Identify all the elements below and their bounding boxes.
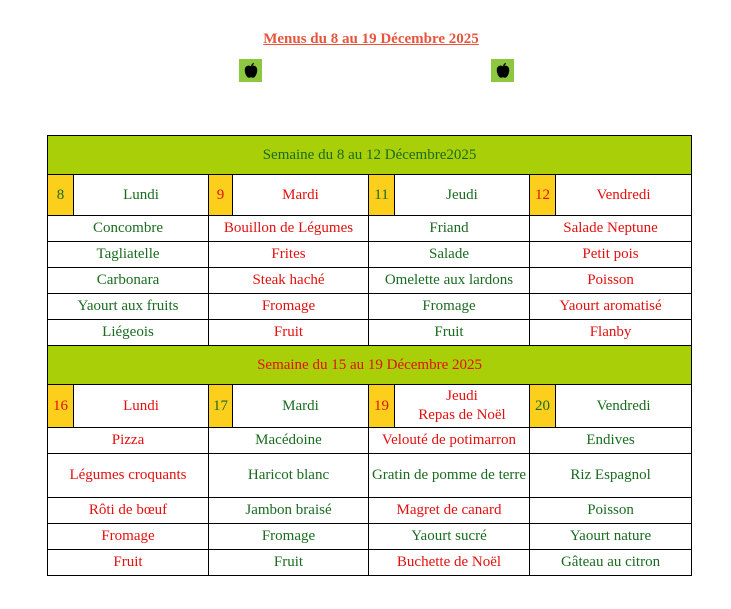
menu-item: Riz Espagnol	[530, 454, 692, 498]
menu-item: Haricot blanc	[209, 454, 369, 498]
week-header	[48, 136, 692, 175]
menu-item: Omelette aux lardons	[369, 268, 530, 294]
menu-item: Endives	[530, 428, 692, 454]
menu-item: Fruit	[369, 320, 530, 346]
day-name: Jeudi	[395, 175, 530, 216]
menu-item: Salade	[369, 242, 530, 268]
menu-row	[48, 524, 692, 550]
week-label: Semaine du 8 au 12 Décembre2025	[48, 136, 692, 175]
day-number: 9	[209, 175, 233, 216]
menu-row	[48, 242, 692, 268]
menu-row	[48, 216, 692, 242]
day-number: 12	[530, 175, 556, 216]
day-number: 17	[209, 385, 233, 428]
menu-item: Steak haché	[209, 268, 369, 294]
menu-table	[47, 135, 692, 576]
menu-item: Poisson	[530, 268, 692, 294]
menu-item: Macédoine	[209, 428, 369, 454]
day-name-cell	[395, 385, 530, 428]
day-name: Mardi	[233, 175, 369, 216]
day-name: Jeudi	[446, 388, 478, 404]
menu-item: Friand	[369, 216, 530, 242]
menu-item: Yaourt aux fruits	[48, 294, 209, 320]
page-title: Menus du 8 au 19 Décembre 2025	[263, 31, 479, 47]
menu-item: Yaourt sucré	[369, 524, 530, 550]
apple-icon	[239, 59, 262, 82]
day-subtitle: Repas de Noël	[418, 407, 506, 423]
menu-item: Yaourt nature	[530, 524, 692, 550]
day-number: 11	[369, 175, 395, 216]
menu-item: Fromage	[209, 524, 369, 550]
day-name: Vendredi	[556, 175, 692, 216]
menu-item: Fromage	[369, 294, 530, 320]
menu-item: Liégeois	[48, 320, 209, 346]
menu-item: Fromage	[209, 294, 369, 320]
menu-row	[48, 428, 692, 454]
menu-item: Fromage	[48, 524, 209, 550]
menu-item: Petit pois	[530, 242, 692, 268]
day-row	[48, 385, 692, 428]
menu-item: Légumes croquants	[48, 454, 209, 498]
menu-row	[48, 454, 692, 498]
menu-item: Flanby	[530, 320, 692, 346]
apple-icon	[491, 59, 514, 82]
menu-item: Pizza	[48, 428, 209, 454]
menu-item: Rôti de bœuf	[48, 498, 209, 524]
menu-row	[48, 550, 692, 576]
day-name: Vendredi	[556, 385, 692, 428]
menu-item: Buchette de Noël	[369, 550, 530, 576]
menu-row	[48, 320, 692, 346]
menu-row	[48, 294, 692, 320]
day-number: 20	[530, 385, 556, 428]
menu-item: Carbonara	[48, 268, 209, 294]
menu-item: Fruit	[48, 550, 209, 576]
menu-item: Frites	[209, 242, 369, 268]
day-number: 8	[48, 175, 74, 216]
day-name: Lundi	[74, 385, 209, 428]
day-row	[48, 175, 692, 216]
menu-item: Magret de canard	[369, 498, 530, 524]
menu-item: Jambon braisé	[209, 498, 369, 524]
menu-item: Tagliatelle	[48, 242, 209, 268]
day-name: Mardi	[233, 385, 369, 428]
day-number: 16	[48, 385, 74, 428]
menu-item: Poisson	[530, 498, 692, 524]
week-header	[48, 346, 692, 385]
day-name: Lundi	[74, 175, 209, 216]
menu-item: Gâteau au citron	[530, 550, 692, 576]
menu-item: Yaourt aromatisé	[530, 294, 692, 320]
menu-item: Concombre	[48, 216, 209, 242]
menu-row	[48, 268, 692, 294]
menu-row	[48, 498, 692, 524]
menu-item: Velouté de potimarron	[369, 428, 530, 454]
menu-item: Fruit	[209, 320, 369, 346]
menu-item: Fruit	[209, 550, 369, 576]
menu-item: Salade Neptune	[530, 216, 692, 242]
menu-item: Bouillon de Légumes	[209, 216, 369, 242]
menu-item: Gratin de pomme de terre	[369, 454, 530, 498]
week-label: Semaine du 15 au 19 Décembre 2025	[48, 346, 692, 385]
day-number: 19	[369, 385, 395, 428]
